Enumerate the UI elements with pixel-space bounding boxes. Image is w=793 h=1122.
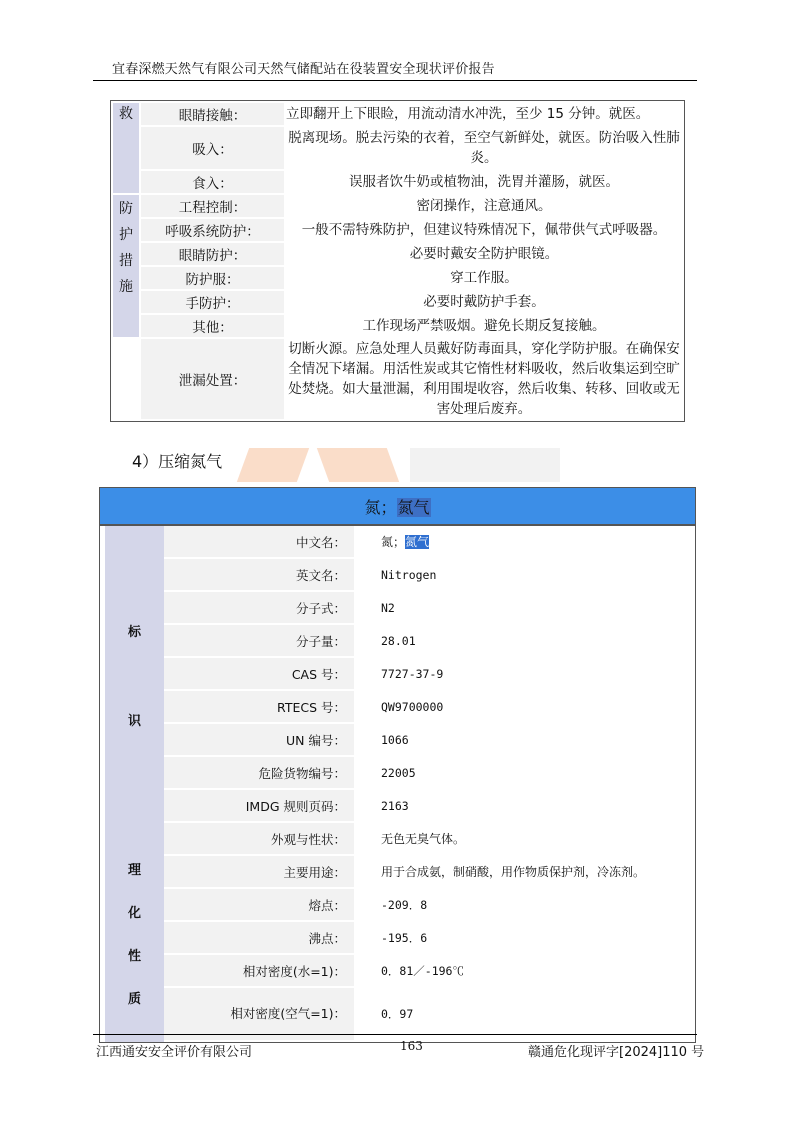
row-label: 泄漏处置： bbox=[141, 339, 284, 419]
table-row bbox=[113, 243, 682, 265]
table-row bbox=[113, 339, 682, 419]
value-part: 氮； bbox=[381, 535, 406, 549]
selected-text: 氮气 bbox=[405, 535, 430, 549]
table-title bbox=[100, 488, 695, 526]
page-number: 163 bbox=[400, 1039, 423, 1053]
row-value: Nitrogen bbox=[354, 559, 695, 592]
table-row bbox=[113, 267, 682, 289]
row-label: 中文名： bbox=[164, 526, 354, 559]
table-row bbox=[100, 823, 695, 856]
row-label: 食入： bbox=[141, 171, 284, 193]
row-value: 0．81／-196℃ bbox=[354, 955, 695, 988]
row-label: 英文名： bbox=[164, 559, 354, 592]
row-value: 2163 bbox=[354, 790, 695, 823]
table-row bbox=[100, 658, 695, 691]
row-value: 立即翻开上下眼睑，用流动清水冲洗，至少 15 分钟。就医。 bbox=[286, 106, 650, 122]
category-char: 化 bbox=[127, 905, 141, 921]
row-label: 眼睛防护： bbox=[141, 243, 284, 265]
header-divider bbox=[93, 80, 697, 81]
table-row bbox=[113, 291, 682, 313]
table-row bbox=[113, 127, 682, 169]
table-row bbox=[113, 171, 682, 193]
table-row bbox=[100, 691, 695, 724]
row-value: -209．8 bbox=[354, 889, 695, 922]
row-value: 0．97 bbox=[354, 988, 695, 1042]
category-char: 防 bbox=[119, 201, 133, 217]
watermark-shape bbox=[237, 448, 309, 482]
row-label: 其他： bbox=[141, 315, 284, 337]
row-label: RTECS 号： bbox=[164, 691, 354, 724]
table-row bbox=[100, 790, 695, 823]
table-row bbox=[113, 315, 682, 337]
row-label: 手防护： bbox=[141, 291, 284, 313]
row-label: 呼吸系统防护： bbox=[141, 219, 284, 241]
table-row bbox=[100, 592, 695, 625]
row-value: 必要时戴防护手套。 bbox=[423, 294, 545, 310]
watermark-shape bbox=[317, 448, 399, 482]
table-row bbox=[113, 195, 682, 217]
row-label: 相对密度(水=1)： bbox=[164, 955, 354, 988]
category-char: 质 bbox=[127, 991, 141, 1007]
row-value: -195．6 bbox=[354, 922, 695, 955]
category-char: 措 bbox=[119, 253, 133, 269]
table-row bbox=[100, 757, 695, 790]
row-value: 一般不需特殊防护，但建议特殊情况下，佩带供气式呼吸器。 bbox=[301, 222, 667, 238]
category-protection bbox=[113, 195, 139, 337]
row-value bbox=[354, 526, 695, 559]
table-row bbox=[100, 856, 695, 889]
watermark-shape bbox=[410, 448, 560, 482]
row-value: 1066 bbox=[354, 724, 695, 757]
row-label: 主要用途： bbox=[164, 856, 354, 889]
table-row bbox=[100, 889, 695, 922]
footer-company: 江西通安安全评价有限公司 bbox=[96, 1045, 253, 1060]
category-identification bbox=[105, 526, 164, 823]
row-value: 用于合成氨，制硝酸，用作物质保护剂，冷冻剂。 bbox=[354, 856, 695, 889]
table-row bbox=[113, 219, 682, 241]
title-part: 氮； bbox=[364, 497, 397, 517]
row-value: 7727-37-9 bbox=[354, 658, 695, 691]
row-value: 22005 bbox=[354, 757, 695, 790]
row-label: 分子式： bbox=[164, 592, 354, 625]
row-value: 脱离现场。脱去污染的衣着，至空气新鲜处，就医。防治吸入性肺炎。 bbox=[288, 130, 680, 166]
table-row bbox=[100, 724, 695, 757]
category-char: 理 bbox=[127, 862, 141, 878]
row-value: 误服者饮牛奶或植物油，洗胃并灌肠，就医。 bbox=[349, 174, 619, 190]
footer-divider bbox=[93, 1034, 697, 1035]
row-label: 工程控制： bbox=[141, 195, 284, 217]
table-row bbox=[113, 103, 682, 125]
row-label: 相对密度(空气=1)： bbox=[164, 988, 354, 1042]
row-label: 分子量： bbox=[164, 625, 354, 658]
category-char: 护 bbox=[119, 227, 133, 243]
row-value: 穿工作服。 bbox=[450, 270, 518, 286]
row-label: 沸点： bbox=[164, 922, 354, 955]
category-physical-chemical bbox=[105, 823, 164, 1042]
title-highlight: 氮气 bbox=[397, 497, 430, 517]
table-row bbox=[100, 559, 695, 592]
row-label: IMDG 规则页码： bbox=[164, 790, 354, 823]
table-row bbox=[100, 625, 695, 658]
row-value: 切断火源。应急处理人员戴好防毒面具，穿化学防护服。在确保安全情况下堵漏。用活性炭或其它惰性材料吸收，然后收集运到空旷处焚烧。如大量泄漏，利用围堤收容，然后收集、转移、回收或无害处理后废弃。 bbox=[288, 341, 680, 417]
row-value: 工作现场严禁吸烟。避免长期反复接触。 bbox=[362, 318, 606, 334]
category-char: 识 bbox=[127, 713, 141, 729]
row-label: 外观与性状： bbox=[164, 823, 354, 856]
category-char: 标 bbox=[127, 624, 141, 640]
row-label: 吸入： bbox=[141, 127, 284, 169]
table-row bbox=[100, 922, 695, 955]
table-row bbox=[100, 955, 695, 988]
page-header: 宜春深燃天然气有限公司天然气储配站在役装置安全现状评价报告 bbox=[112, 62, 495, 77]
category-char: 性 bbox=[127, 948, 141, 964]
row-label: 眼睛接触： bbox=[141, 103, 284, 125]
row-label: CAS 号： bbox=[164, 658, 354, 691]
row-value: QW9700000 bbox=[354, 691, 695, 724]
row-label: UN 编号： bbox=[164, 724, 354, 757]
category-label: 救 bbox=[119, 106, 133, 122]
row-value: 必要时戴安全防护眼镜。 bbox=[409, 246, 559, 262]
row-label: 熔点： bbox=[164, 889, 354, 922]
section-heading: 4）压缩氮气 bbox=[132, 452, 223, 471]
category-empty bbox=[113, 339, 139, 419]
row-value: 28.01 bbox=[354, 625, 695, 658]
table-row bbox=[100, 526, 695, 559]
row-label: 危险货物编号： bbox=[164, 757, 354, 790]
first-aid-protection-table bbox=[110, 100, 685, 422]
footer-report-code: 赣通危化现评字[2024]110 号 bbox=[528, 1045, 705, 1060]
row-value: N2 bbox=[354, 592, 695, 625]
category-char: 施 bbox=[119, 279, 133, 295]
row-value: 密闭操作，注意通风。 bbox=[416, 198, 552, 214]
row-label: 防护服： bbox=[141, 267, 284, 289]
row-value: 无色无臭气体。 bbox=[354, 823, 695, 856]
category-first-aid bbox=[113, 103, 139, 193]
nitrogen-table bbox=[99, 487, 696, 1043]
